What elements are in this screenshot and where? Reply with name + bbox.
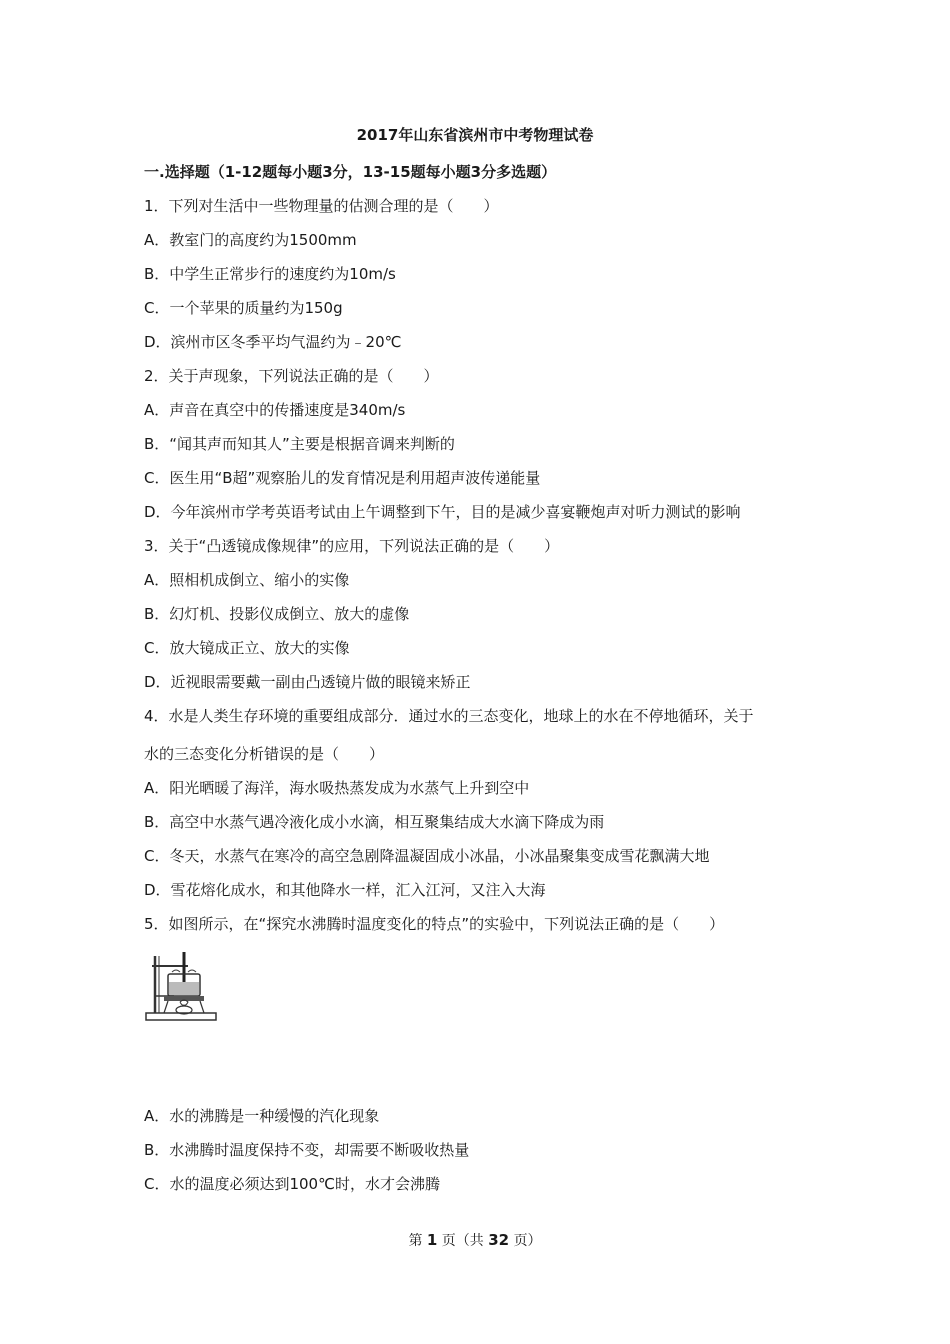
text-line: D．今年滨州市学考英语考试由上午调整到下午，目的是减少喜宴鞭炮声对听力测试的影响 — [144, 503, 741, 521]
page-title: 2017年山东省滨州市中考物理试卷 — [356, 126, 594, 144]
text-line: B．“闻其声而知其人”主要是根据音调来判断的 — [144, 435, 455, 453]
text-line: C．放大镜成正立、放大的实像 — [144, 639, 350, 657]
text-line: C．医生用“B超”观察胎儿的发育情况是利用超声波传递能量 — [144, 469, 541, 487]
text-line: 4．水是人类生存环境的重要组成部分．通过水的三态变化，地球上的水在不停地循环，关于 — [144, 707, 754, 725]
text-line: B．水沸腾时温度保持不变，却需要不断吸收热量 — [144, 1141, 470, 1159]
text-line: 3．关于“凸透镜成像规律”的应用，下列说法正确的是（ ） — [144, 537, 560, 555]
text-line: D．滨州市区冬季平均气温约为﹣20℃ — [144, 333, 402, 351]
footer-page-number: 1 — [426, 1231, 438, 1249]
page-footer — [0, 1230, 950, 1250]
text-line: D．雪花熔化成水，和其他降水一样，汇入江河，又注入大海 — [144, 881, 546, 899]
text-line: D．近视眼需要戴一副由凸透镜片做的眼镜来矫正 — [144, 673, 471, 691]
text-line: 5．如图所示，在“探究水沸腾时温度变化的特点”的实验中，下列说法正确的是（ ） — [144, 915, 725, 933]
text-line: B．中学生正常步行的速度约为10m/s — [144, 265, 396, 283]
text-line: A．水的沸腾是一种缓慢的汽化现象 — [144, 1107, 380, 1125]
text-line: B．幻灯机、投影仪成倒立、放大的虚像 — [144, 605, 410, 623]
text-line: C．一个苹果的质量约为150g — [144, 299, 343, 317]
footer-prefix: 第 — [408, 1233, 423, 1249]
footer-middle: 页（共 — [441, 1233, 484, 1249]
footer-suffix: 页） — [513, 1233, 542, 1249]
text-line: 2．关于声现象，下列说法正确的是（ ） — [144, 367, 439, 385]
footer-total-pages: 32 — [488, 1231, 510, 1249]
text-line: A．照相机成倒立、缩小的实像 — [144, 571, 350, 589]
text-line: A．声音在真空中的传播速度是340m/s — [144, 401, 406, 419]
text-line: B．高空中水蒸气遇冷液化成小水滴，相互聚集结成大水滴下降成为雨 — [144, 813, 605, 831]
text-line: A．教室门的高度约为1500mm — [144, 231, 357, 249]
text-line: C．冬天，水蒸气在寒冷的高空急剧降温凝固成小冰晶，小冰晶聚集变成雪花飘满大地 — [144, 847, 710, 865]
text-line: A．阳光晒暖了海洋，海水吸热蒸发成为水蒸气上升到空中 — [144, 779, 530, 797]
section-heading: 一.选择题（1-12题每小题3分，13-15题每小题3分多选题） — [144, 163, 557, 181]
text-line: 1．下列对生活中一些物理量的估测合理的是（ ） — [144, 197, 499, 215]
text-line: 水的三态变化分析错误的是（ ） — [144, 745, 385, 763]
text-line: C．水的温度必须达到100℃时，水才会沸腾 — [144, 1175, 440, 1193]
boiling-apparatus-figure — [144, 950, 224, 1024]
